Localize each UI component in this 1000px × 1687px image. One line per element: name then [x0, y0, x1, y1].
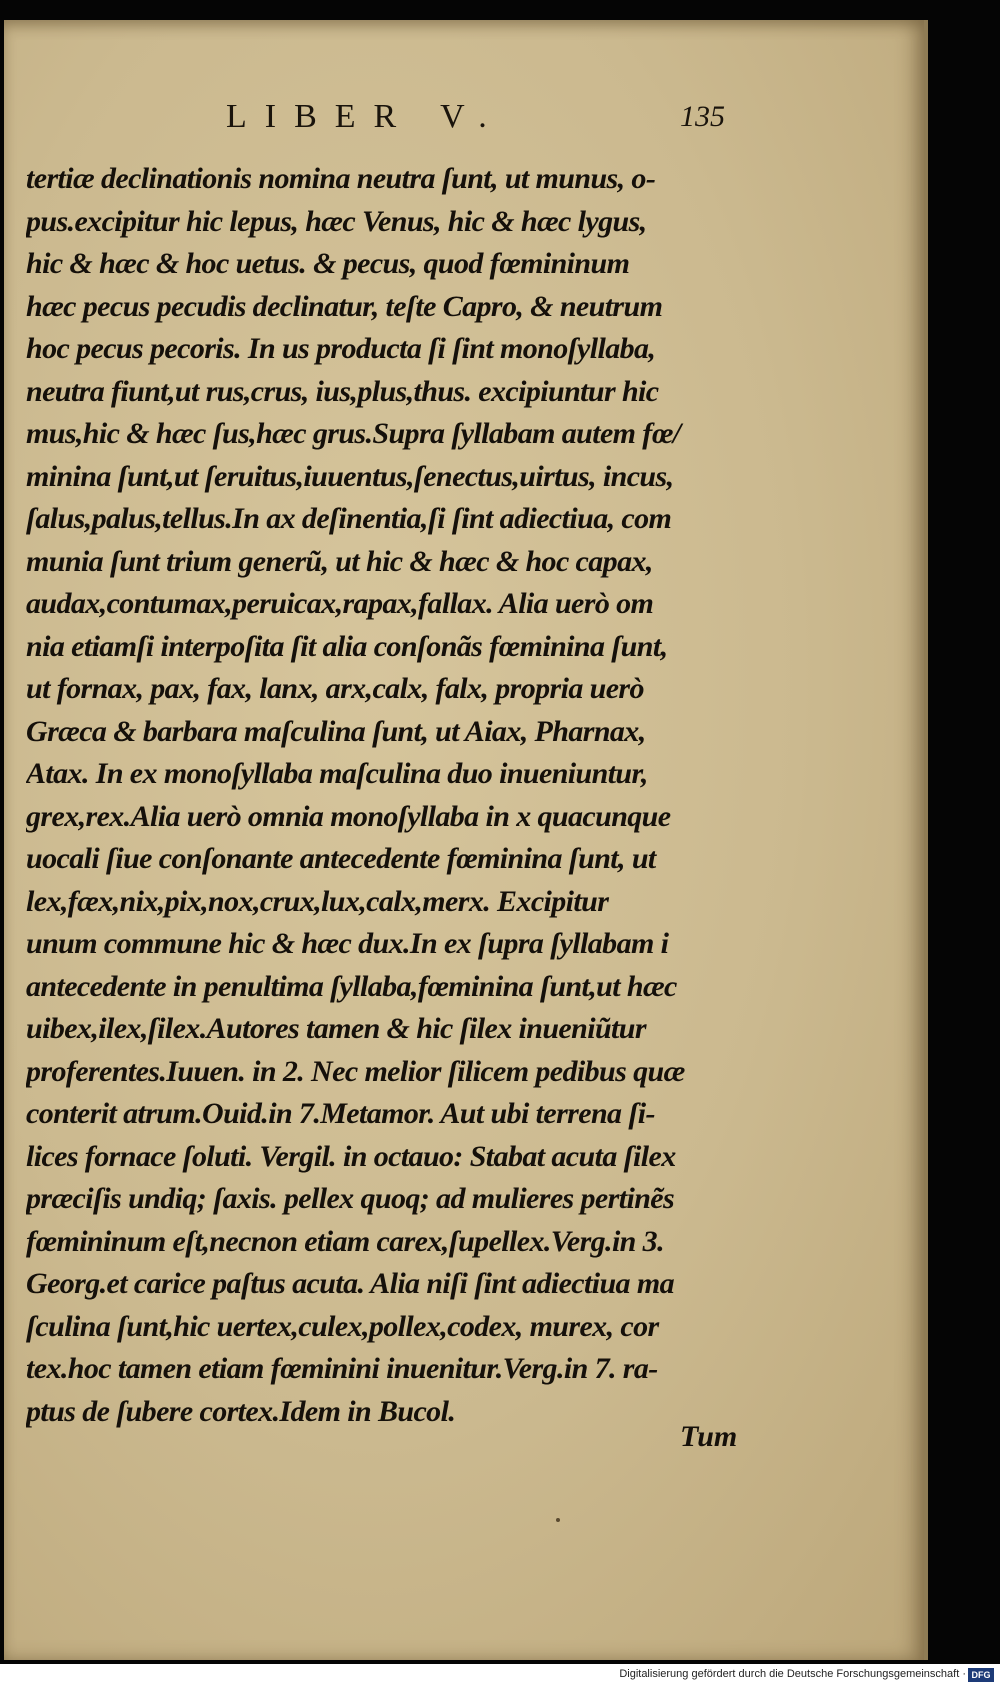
- text-line: hic & hæc & hoc uetus. & pecus, quod fœmininum: [26, 247, 630, 280]
- ink-speck: [556, 1518, 560, 1522]
- text-line: tex.hoc tamen etiam fœminini inuenitur.Verg.in 7. ra-: [26, 1352, 658, 1385]
- text-line: grex,rex.Alia uerò omnia monoſyllaba in x quacunque: [26, 799, 671, 833]
- text-line: munia ſunt trium generũ, ut hic & hæc & hoc capax,: [26, 544, 653, 578]
- text-line: antecedente in penultima ſyllaba,fœminina ſunt,ut hæc: [26, 969, 677, 1003]
- digitization-footer: [0, 1664, 1000, 1687]
- text-line: lices fornace ſoluti. Vergil. in octauo: Stabat acuta ſilex: [26, 1139, 676, 1173]
- text-line: audax,contumax,peruicax,rapax,fallax. Alia uerò om: [26, 587, 654, 620]
- text-line: ſalus,palus,tellus.In ax deſinentia,ſi ſint adiectiua, com: [26, 502, 672, 535]
- text-line: hoc pecus pecoris. In us producta ſi ſint monoſyllaba,: [26, 332, 656, 365]
- book-page: [4, 20, 924, 1660]
- catchword: Tum: [680, 1420, 738, 1453]
- text-line: uocali ſiue conſonante antecedente fœminina ſunt, ut: [26, 842, 656, 875]
- text-line: pus.excipitur hic lepus, hæc Venus, hic & hæc lygus,: [26, 204, 647, 238]
- text-line: mus,hic & hæc ſus,hæc grus.Supra ſyllabam autem fœ/: [26, 417, 681, 450]
- text-line: lex,fæx,nix,pix,nox,crux,lux,calx,merx. Excipitur: [26, 884, 609, 918]
- text-line: fœmininum eſt,necnon etiam carex,ſupellex.Verg.in 3.: [26, 1224, 664, 1258]
- text-line: neutra fiunt,ut rus,crus, ius,plus,thus. excipiuntur hic: [26, 374, 659, 408]
- text-line: unum commune hic & hæc dux.In ex ſupra ſyllabam i: [26, 927, 669, 960]
- running-head: [4, 98, 924, 138]
- text-line: hæc pecus pecudis declinatur, teſte Capro, & neutrum: [26, 289, 663, 323]
- text-line: Atax. In ex monoſyllaba maſculina duo inueniuntur,: [26, 757, 648, 790]
- text-line: ſculina ſunt,hic uertex,culex,pollex,codex, murex, cor: [26, 1309, 659, 1343]
- page-number: 135: [680, 100, 725, 133]
- text-line: minina ſunt,ut ſeruitus,iuuentus,ſenectus,uirtus, incus,: [26, 459, 674, 493]
- text-line: ut fornax, pax, fax, lanx, arx,calx, falx, propria uerò: [26, 672, 644, 705]
- text-line: ptus de ſubere cortex.Idem in Bucol.: [26, 1394, 456, 1428]
- text-line: proferentes.Iuuen. in 2. Nec melior ſilicem pedibus quæ: [26, 1054, 685, 1088]
- page-edge: [924, 20, 928, 1660]
- footer-credit: Digitalisierung gefördert durch die Deutsche Forschungsgemeinschaft ·: [619, 1668, 966, 1680]
- text-line: uibex,ilex,ſilex.Autores tamen & hic ſilex inueniũtur: [26, 1012, 646, 1045]
- text-line: Georg.et carice paſtus acuta. Alia niſi ſint adiectiua ma: [26, 1267, 674, 1300]
- text-line: præciſis undiq; ſaxis. pellex quoq; ad mulieres pertinẽs: [26, 1182, 675, 1215]
- text-line: tertiæ declinationis nomina neutra ſunt, ut munus, o-: [26, 162, 656, 195]
- dfg-logo: DFG: [968, 1668, 994, 1682]
- body-text: [26, 158, 746, 1433]
- text-line: Græca & barbara maſculina ſunt, ut Aiax, Pharnax,: [26, 714, 646, 748]
- running-head-title: LIBER V.: [226, 98, 505, 135]
- text-line: nia etiamſi interpoſita ſit alia conſonãs fœminina ſunt,: [26, 629, 668, 663]
- text-line: conterit atrum.Ouid.in 7.Metamor. Aut ubi terrena ſi-: [26, 1097, 655, 1130]
